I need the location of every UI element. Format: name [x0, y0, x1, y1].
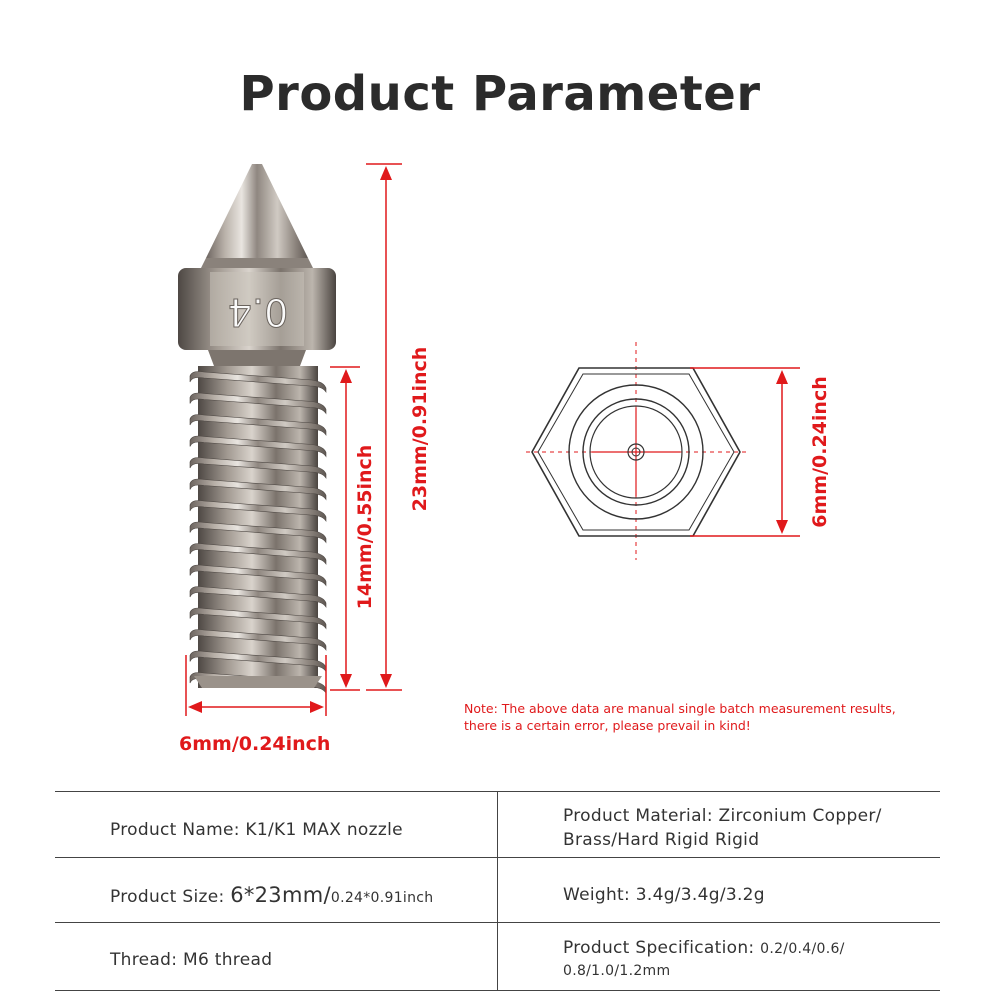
spec-material-line-1: Product Material: Zirconium Copper/: [563, 806, 882, 826]
spec-values-line-2: 0.8/1.0/1.2mm: [563, 963, 671, 979]
thread-length-label: 14mm/0.55inch: [354, 444, 376, 610]
spec-values-line-1: 0.2/0.4/0.6/: [760, 941, 845, 957]
table-column-divider: [497, 791, 498, 991]
spec-specification: [563, 937, 845, 982]
spec-size-inch: 0.24*0.91inch: [330, 890, 434, 906]
spec-product-size: [110, 883, 433, 910]
spec-specification-label: Product Specification:: [563, 938, 761, 958]
nozzle-threaded-shank: [190, 366, 326, 693]
spec-weight: Weight: 3.4g/3.4g/3.2g: [563, 885, 765, 905]
note-line-1: Note: The above data are manual single batch measurement results,: [464, 701, 896, 716]
spec-product-name: Product Name: K1/K1 MAX nozzle: [110, 820, 403, 840]
thread-diameter-label: 6mm/0.24inch: [179, 733, 331, 755]
nozzle-size-marking: 0.4: [227, 290, 289, 334]
note-line-2: there is a certain error, please prevail in kind!: [464, 718, 751, 733]
total-length-label: 23mm/0.91inch: [409, 346, 431, 512]
nozzle-tip: [200, 164, 314, 270]
page-title: Product Parameter: [239, 66, 761, 122]
measurement-note: [464, 700, 964, 734]
spec-size-mm: 6*23mm/: [230, 883, 331, 907]
spec-thread: Thread: M6 thread: [110, 950, 273, 970]
hex-width-label: 6mm/0.24inch: [809, 376, 831, 528]
hex-end-view: [526, 342, 748, 560]
spec-table: [55, 791, 940, 991]
spec-material-line-2: Brass/Hard Rigid Rigid: [563, 830, 760, 850]
spec-material: [563, 804, 882, 852]
spec-size-label: Product Size:: [110, 887, 231, 907]
